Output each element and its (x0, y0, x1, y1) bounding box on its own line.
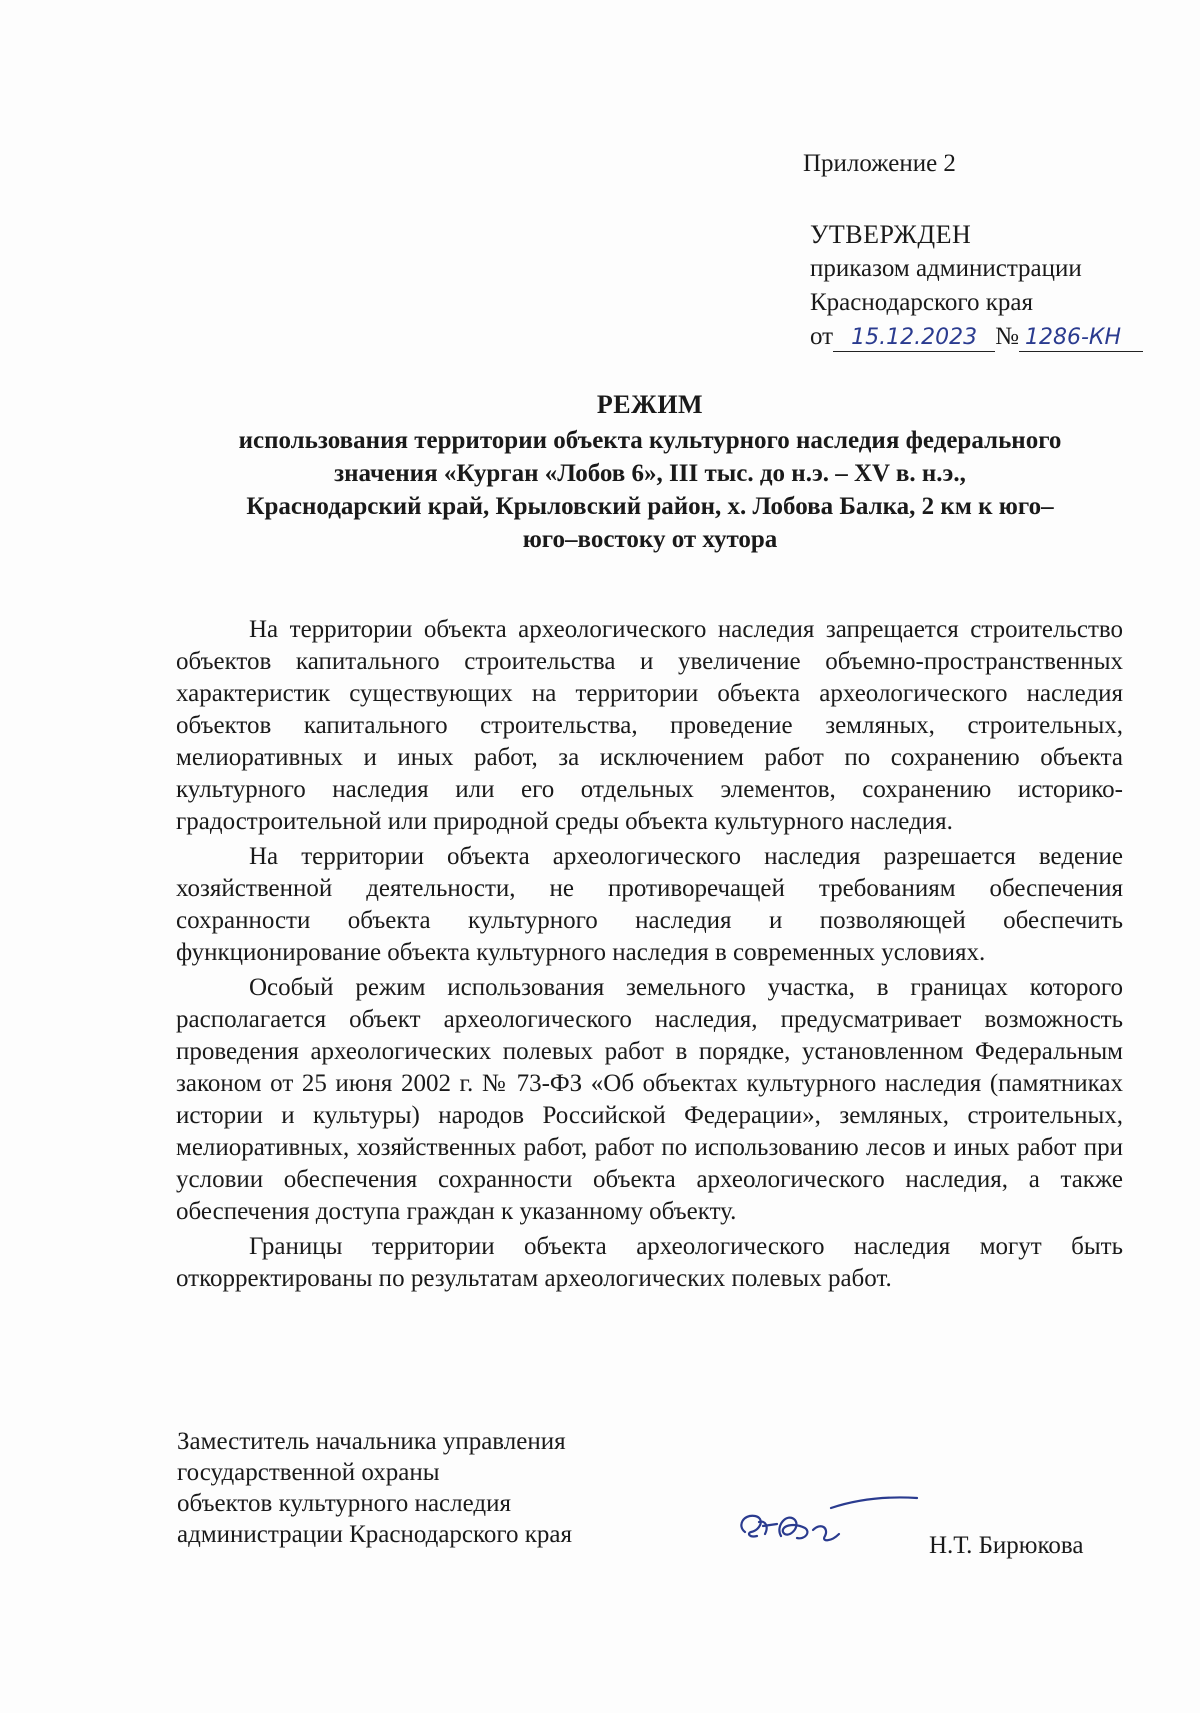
paragraph-boundaries: Границы территории объекта археологического наследия могут быть откорректированы по результатам археологических полевых работ. (176, 1233, 1123, 1292)
handwritten-date: 15.12.2023 (833, 325, 995, 352)
heading-line-2: значения «Курган «Лобов 6», III тыс. до н.э. – XV в. н.э., (334, 460, 966, 487)
handwritten-order-number: 1286-КН (1019, 325, 1143, 352)
signatory-line-2: государственной охраны (177, 1459, 440, 1486)
heading-line-1: использования территории объекта культурного наследия федерального (238, 427, 1062, 454)
document-title: РЕЖИМ (596, 390, 704, 419)
signatory-line-4: администрации Краснодарского края (177, 1521, 573, 1548)
signatory-block (177, 1426, 572, 1550)
date-prefix: от (810, 323, 834, 350)
signatory-line-1: Заместитель начальника управления (177, 1428, 566, 1455)
approval-stamp (810, 218, 1143, 354)
approval-date-number-line (810, 320, 1143, 354)
approval-title: УТВЕРЖДЕН (810, 220, 972, 249)
paragraph-special-regime: Особый режим использования земельного участка, в границах которого располагается объект археологического наследия, предусматривает возможность проведения археологических полевых работ в порядке, установленном Федеральным законом от 25 июня 2002 г. № 73-ФЗ «Об объектах культурного наследия (памятниках истории и культуры) народов Российской Федерации», земляных, строительных, мелиоративных, хозяйственных работ, работ по использованию лесов и иных работ при условии обеспечения сохранности объекта археологического наследия, а также обеспечения доступа граждан к указанному объекту. (176, 974, 1123, 1225)
approval-line-1: приказом администрации (810, 255, 1082, 282)
handwritten-signature (735, 1486, 920, 1556)
document-heading (175, 388, 1125, 556)
paragraph-prohibitions: На территории объекта археологического наследия запрещается строительство объектов капитального строительства и увеличение объемно-пространственных характеристик существующих на территории объекта археологического наследия объектов капитального строительства, проведение земляных, строительных, мелиоративных и иных работ, за исключением работ по сохранению объекта культурного наследия или его отдельных элементов, сохранению историко-градостроительной или природной среды объекта культурного наследия. (176, 616, 1123, 835)
heading-line-4: юго–востоку от хутора (522, 526, 778, 553)
signer-name: Н.Т. Бирюкова (929, 1532, 1084, 1559)
number-prefix: № (995, 323, 1019, 350)
heading-line-3: Краснодарский край, Крыловский район, х. Лобова Балка, 2 км к юго– (246, 493, 1054, 520)
approval-line-2: Краснодарского края (810, 289, 1033, 316)
body-text (176, 614, 1123, 1298)
signatory-line-3: объектов культурного наследия (177, 1490, 511, 1517)
appendix-label: Приложение 2 (803, 150, 956, 177)
paragraph-permitted-activity: На территории объекта археологического наследия разрешается ведение хозяйственной деятельности, не противоречащей требованиям обеспечения сохранности объекта культурного наследия и позволяющей обеспечить функционирование объекта культурного наследия в современных условиях. (176, 843, 1123, 966)
